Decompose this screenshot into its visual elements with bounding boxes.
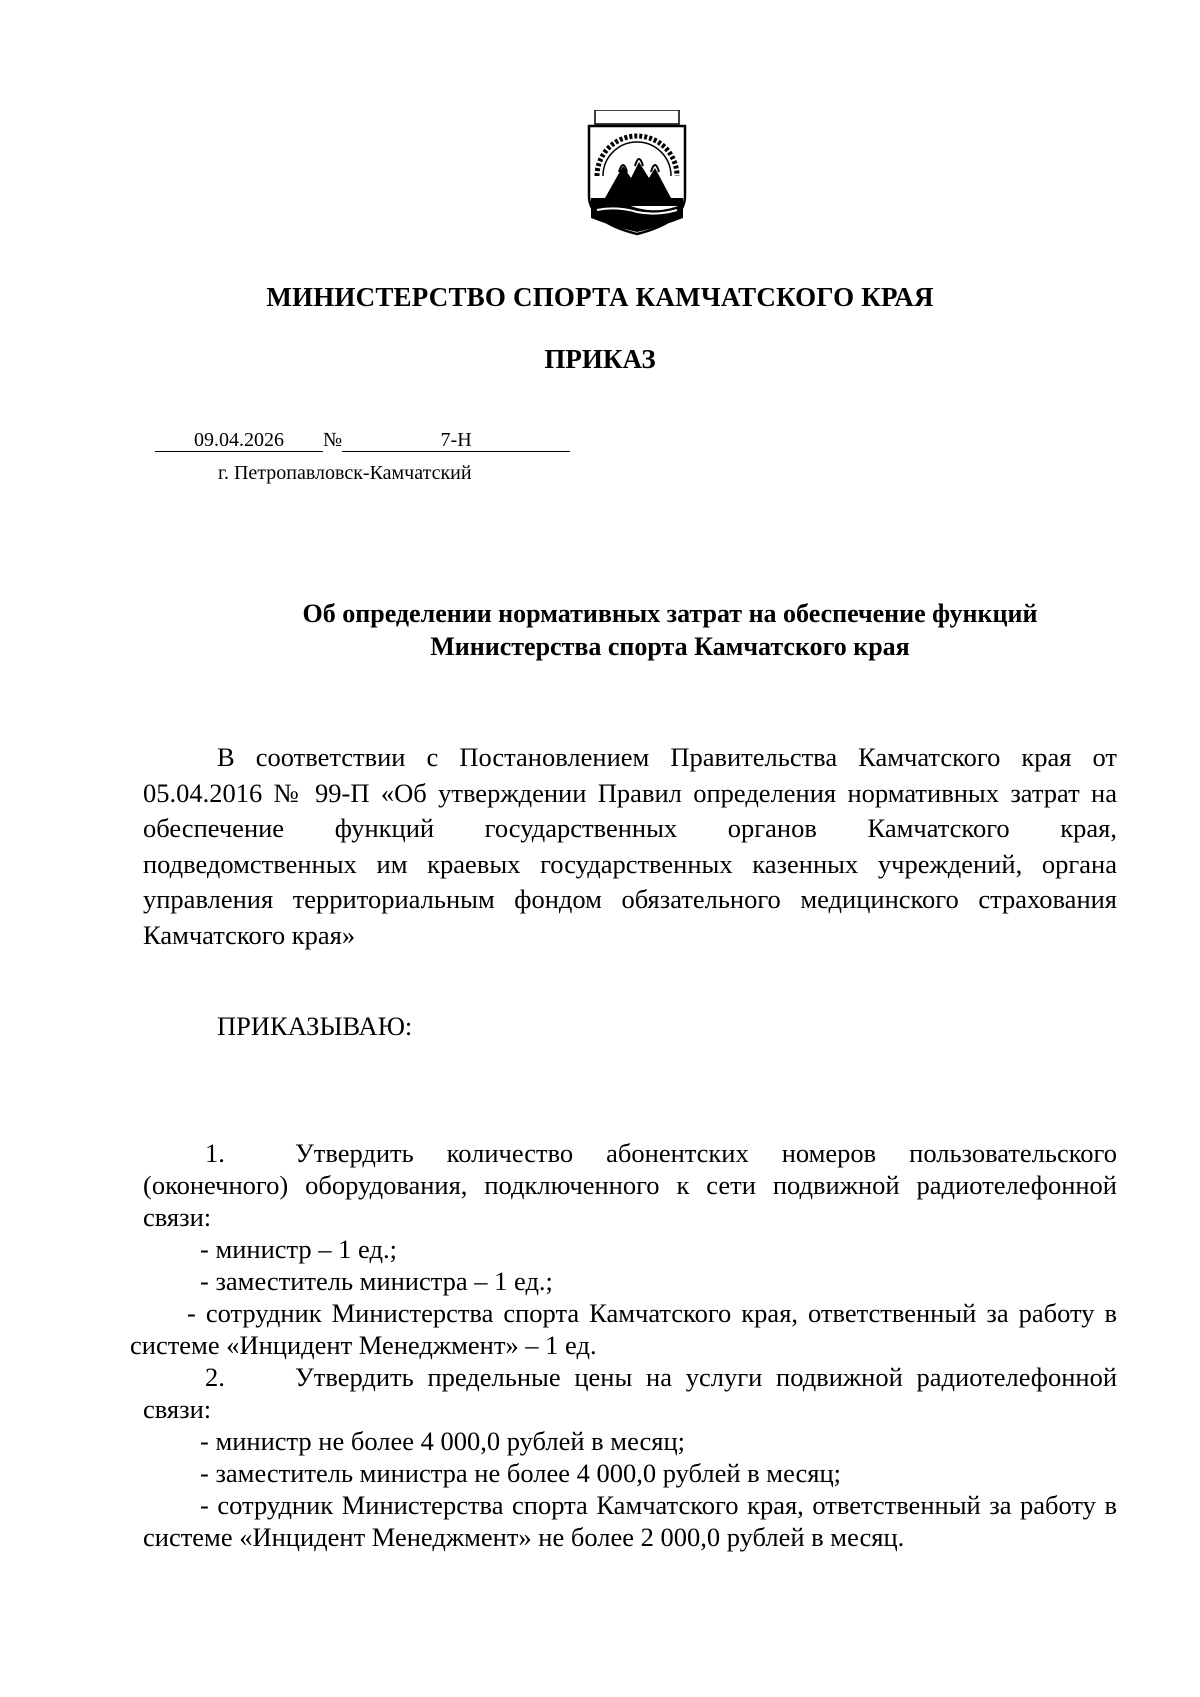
item-number: 2. <box>205 1362 225 1392</box>
order-number: 7-Н <box>342 429 570 452</box>
sub-item: - сотрудник Министерства спорта Камчатского края, ответственный за работу в системе «Инцидент Менеджмент» – 1 ед. <box>130 1298 1117 1360</box>
sub-item: - министр – 1 ед.; <box>200 1234 397 1264</box>
item-number: 1. <box>205 1138 225 1168</box>
preamble-paragraph: В соответствии с Постановлением Правительства Камчатского края от 05.04.2016 № 99-П «Об утверждении Правил определения нормативных затрат на обеспечение функций государственных органов Камчатского края, подведомственных им краевых государственных казенных учреждений, органа управления территориальным фондом обязательного медицинского страхования Камчатского края» <box>143 742 1117 950</box>
title-line-2: Министерства спорта Камчатского края <box>430 632 910 661</box>
sub-item: - заместитель министра – 1 ед.; <box>200 1266 553 1296</box>
coat-of-arms-emblem <box>583 110 691 236</box>
date-number-line <box>155 429 570 452</box>
document-title <box>260 597 1080 663</box>
list-item <box>143 1137 1117 1233</box>
sub-item: - министр не более 4 000,0 рублей в месяц; <box>200 1426 685 1456</box>
ministry-name: МИНИСТЕРСТВО СПОРТА КАМЧАТСКОГО КРАЯ <box>266 282 934 312</box>
sub-item: - сотрудник Министерства спорта Камчатского края, ответственный за работу в системе «Инцидент Менеджмент» не более 2 000,0 рублей в месяц. <box>143 1490 1117 1552</box>
order-word: ПРИКАЗЫВАЮ: <box>217 1011 413 1041</box>
city-name: г. Петропавловск-Камчатский <box>218 462 472 484</box>
sub-item: - заместитель министра не более 4 000,0 рублей в месяц; <box>200 1458 841 1488</box>
item-text: Утвердить количество абонентских номеров пользовательского (оконечного) оборудования, подключенного к сети подвижной радиотелефонной связи: <box>143 1138 1117 1232</box>
item-text: Утвердить предельные цены на услуги подвижной радиотелефонной связи: <box>143 1362 1117 1424</box>
list-item <box>143 1361 1117 1425</box>
number-label: № <box>323 429 343 451</box>
document-type: ПРИКАЗ <box>544 344 656 374</box>
order-date: 09.04.2026 <box>155 429 323 452</box>
title-line-1: Об определении нормативных затрат на обеспечение функций <box>302 599 1038 628</box>
